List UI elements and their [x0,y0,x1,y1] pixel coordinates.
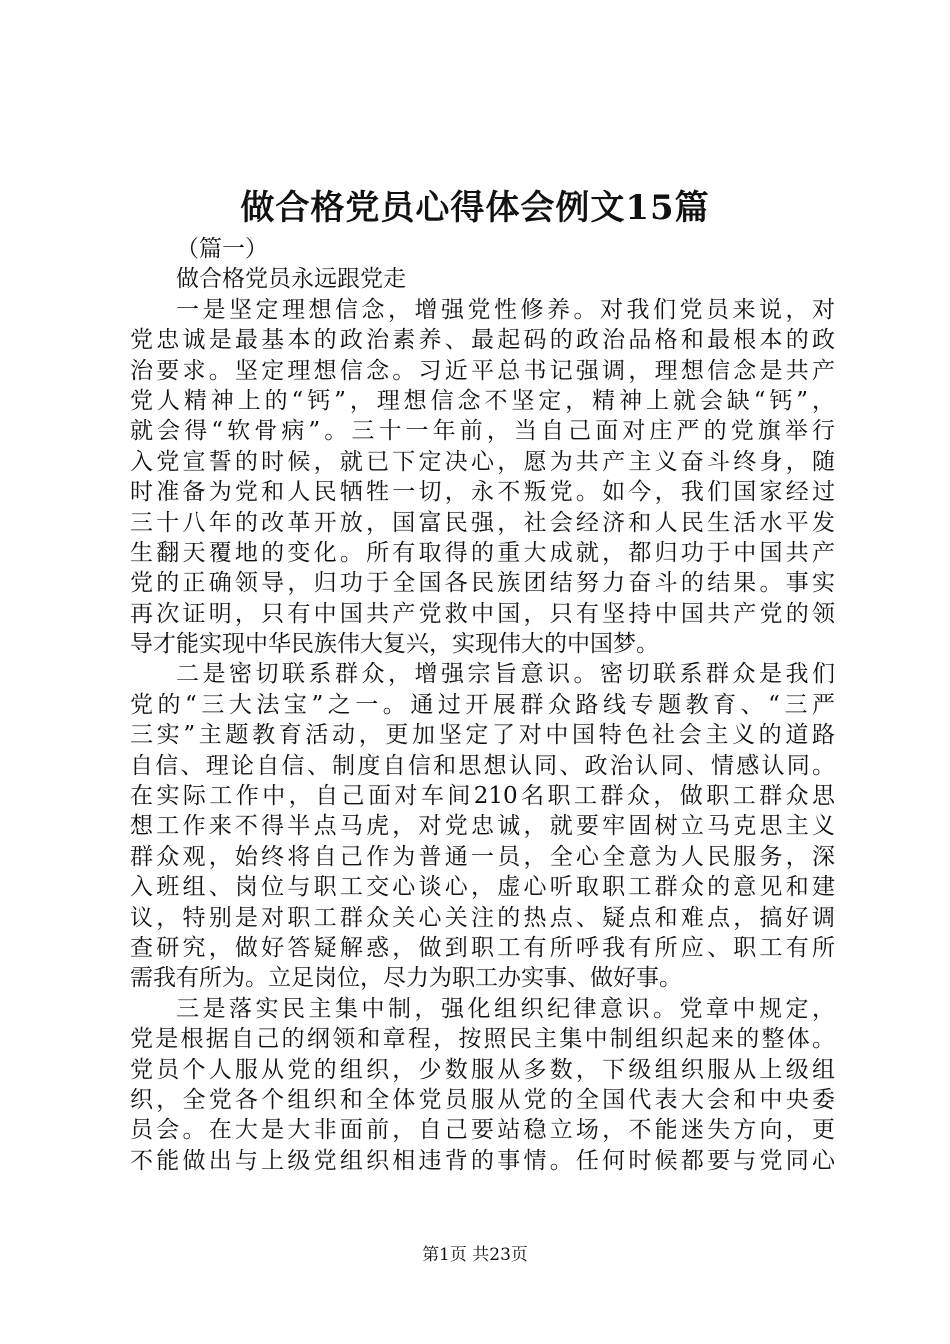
body-line: 入党宣誓的时候，就已下定决心，愿为共产主义奋斗终身，随 [130,448,835,475]
document-title: 做合格党员心得体会例文15篇 [240,188,710,228]
body-line: 导才能实现中华民族伟大复兴，实现伟大的中国梦。 [130,631,659,658]
body-line: 在实际工作中，自己面对车间210名职工群众，做职工群众思 [130,783,835,810]
body-line: 入班组、岗位与职工交心谈心，虚心听取职工群众的意见和建 [130,874,835,901]
body-line: 生翻天覆地的变化。所有取得的重大成就，都归功于中国共产 [130,539,835,566]
body-line: 一是坚定理想信念，增强党性修养。对我们党员来说，对 [176,296,835,323]
body-line: 党是根据自己的纲领和章程，按照民主集中制组织起来的整体。 [130,1026,835,1053]
body-line: 群众观，始终将自己作为普通一员，全心全意为人民服务，深 [130,843,835,870]
body-line: 党员个人服从党的组织，少数服从多数，下级组织服从上级组 [130,1056,835,1083]
body-line: 二是密切联系群众，增强宗旨意识。密切联系群众是我们 [176,661,835,688]
body-line: 时准备为党和人民牺牲一切，永不叛党。如今，我们国家经过 [130,479,835,506]
body-line: 做合格党员永远跟党走 [176,266,406,293]
body-line: 三十八年的改革开放，国富民强，社会经济和人民生活水平发 [130,509,835,536]
body-line: 就会得“软骨病”。三十一年前，当自己面对庄严的党旗举行 [130,418,835,445]
body-line: 三实”主题教育活动，更加坚定了对中国特色社会主义的道路 [130,722,835,749]
body-line: 党的正确领导，归功于全国各民族团结努力奋斗的结果。事实 [130,570,835,597]
body-line: 员会。在大是大非面前，自己要站稳立场，不能迷失方向，更 [130,1117,835,1144]
body-line: 三是落实民主集中制，强化组织纪律意识。党章中规定， [176,995,835,1022]
document-body [130,234,835,1176]
body-line: 党忠诚是最基本的政治素养、最起码的政治品格和最根本的政 [130,327,835,354]
body-line: 议，特别是对职工群众关心关注的热点、疑点和难点，搞好调 [130,904,835,931]
body-line: 想工作来不得半点马虎，对党忠诚，就要牢固树立马克思主义 [130,813,835,840]
body-line: 不能做出与上级党组织相违背的事情。任何时候都要与党同心 [130,1147,835,1174]
body-line: 治要求。坚定理想信念。习近平总书记强调，理想信念是共产 [130,357,835,384]
body-line: 织，全党各个组织和全体党员服从党的全国代表大会和中央委 [130,1086,835,1113]
page-footer: 第1页 共23页 [422,1245,528,1265]
body-line: 需我有所为。立足岗位，尽力为职工办实事、做好事。 [130,965,682,992]
body-line: 党的“三大法宝”之一。通过开展群众路线专题教育、“三严 [130,691,835,718]
body-line: 党人精神上的“钙”，理想信念不坚定，精神上就会缺“钙”， [130,387,835,414]
body-line: 再次证明，只有中国共产党救中国，只有坚持中国共产党的领 [130,600,835,627]
body-line: （篇一） [176,236,268,262]
body-line: 自信、理论自信、制度自信和思想认同、政治认同、情感认同。 [130,752,835,779]
body-line: 查研究，做好答疑解惑，做到职工有所呼我有所应、职工有所 [130,934,835,961]
